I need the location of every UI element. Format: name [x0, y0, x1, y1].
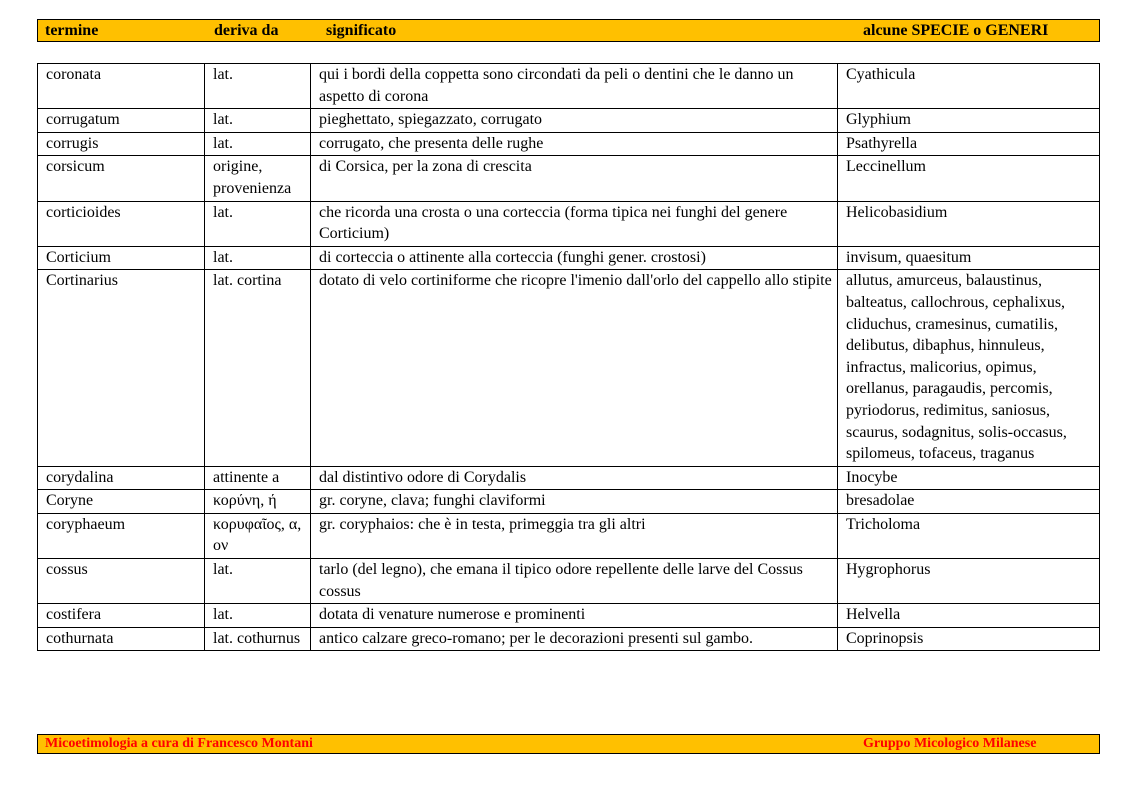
cell-deriva: origine, provenienza [205, 156, 311, 201]
table-row [38, 109, 1100, 133]
cell-significato: qui i bordi della coppetta sono circondati da peli o dentini che le danno un aspetto di corona [311, 64, 838, 109]
table-row [38, 604, 1100, 628]
cell-deriva: attinente a [205, 466, 311, 490]
cell-significato: dal distintivo odore di Corydalis [311, 466, 838, 490]
header-deriva-da: deriva da [214, 22, 279, 39]
glossary-table [37, 63, 1100, 651]
cell-deriva: lat. [205, 64, 311, 109]
cell-termine: costifera [38, 604, 205, 628]
cell-deriva: lat. [205, 201, 311, 246]
cell-termine: Corticium [38, 246, 205, 270]
table-row [38, 559, 1100, 604]
cell-specie: Inocybe [838, 466, 1100, 490]
cell-deriva: lat. cothurnus [205, 627, 311, 651]
cell-significato: che ricorda una crosta o una corteccia (forma tipica nei funghi del genere Corticium) [311, 201, 838, 246]
cell-specie: Cyathicula [838, 64, 1100, 109]
cell-significato: corrugato, che presenta delle rughe [311, 132, 838, 156]
cell-specie: Helicobasidium [838, 201, 1100, 246]
table-row [38, 132, 1100, 156]
cell-specie: Coprinopsis [838, 627, 1100, 651]
cell-deriva: lat. [205, 109, 311, 133]
table-row [38, 201, 1100, 246]
cell-termine: corydalina [38, 466, 205, 490]
cell-significato: dotata di venature numerose e prominenti [311, 604, 838, 628]
cell-deriva: lat. [205, 559, 311, 604]
cell-termine: Cortinarius [38, 270, 205, 466]
cell-deriva: lat. cortina [205, 270, 311, 466]
cell-deriva: lat. [205, 604, 311, 628]
table-row [38, 270, 1100, 466]
footer-group: Gruppo Micologico Milanese [863, 736, 1037, 751]
table-row [38, 156, 1100, 201]
footer-author: Micoetimologia a cura di Francesco Montani [45, 736, 313, 751]
cell-specie: Tricholoma [838, 513, 1100, 558]
cell-specie: bresadolae [838, 490, 1100, 514]
cell-termine: corticioides [38, 201, 205, 246]
cell-significato: pieghettato, spiegazzato, corrugato [311, 109, 838, 133]
cell-specie: Helvella [838, 604, 1100, 628]
cell-significato: antico calzare greco-romano; per le decorazioni presenti sul gambo. [311, 627, 838, 651]
table-header-bar [37, 19, 1100, 42]
cell-specie: Leccinellum [838, 156, 1100, 201]
cell-deriva: κορυφαῖος, α, ον [205, 513, 311, 558]
cell-significato: di corteccia o attinente alla corteccia (funghi gener. crostosi) [311, 246, 838, 270]
cell-specie: Psathyrella [838, 132, 1100, 156]
table-row [38, 64, 1100, 109]
header-termine: termine [45, 22, 99, 39]
cell-termine: Coryne [38, 490, 205, 514]
cell-significato: gr. coryphaios: che è in testa, primeggia tra gli altri [311, 513, 838, 558]
cell-significato: tarlo (del legno), che emana il tipico odore repellente delle larve del Cossus cossus [311, 559, 838, 604]
table-row [38, 246, 1100, 270]
cell-termine: coronata [38, 64, 205, 109]
cell-significato: gr. coryne, clava; funghi claviformi [311, 490, 838, 514]
cell-termine: coryphaeum [38, 513, 205, 558]
table-row [38, 627, 1100, 651]
header-significato: significato [326, 22, 397, 39]
cell-specie: invisum, quaesitum [838, 246, 1100, 270]
cell-termine: corsicum [38, 156, 205, 201]
table-row [38, 466, 1100, 490]
table-row [38, 513, 1100, 558]
cell-specie: allutus, amurceus, balaustinus, balteatus, callochrous, cephalixus, cliduchus, cramesinus, cumatilis, delibutus, dibaphus, hinnuleus, infractus, malicorius, opimus, orellanus, paragaudis, percomis, pyriodorus, redimitus, saniosus, scaurus, sodagnitus, solis-occasus, spilomeus, tofaceus, traganus [838, 270, 1100, 466]
footer-bar [37, 734, 1100, 754]
cell-specie: Glyphium [838, 109, 1100, 133]
cell-termine: cothurnata [38, 627, 205, 651]
cell-significato: dotato di velo cortiniforme che ricopre l'imenio dall'orlo del cappello allo stipite [311, 270, 838, 466]
cell-deriva: lat. [205, 246, 311, 270]
cell-termine: corrugatum [38, 109, 205, 133]
table-row [38, 490, 1100, 514]
cell-specie: Hygrophorus [838, 559, 1100, 604]
cell-deriva: κορύνη, ή [205, 490, 311, 514]
cell-termine: cossus [38, 559, 205, 604]
cell-deriva: lat. [205, 132, 311, 156]
header-specie-generi: alcune SPECIE o GENERI [863, 22, 1049, 39]
cell-termine: corrugis [38, 132, 205, 156]
cell-significato: di Corsica, per la zona di crescita [311, 156, 838, 201]
